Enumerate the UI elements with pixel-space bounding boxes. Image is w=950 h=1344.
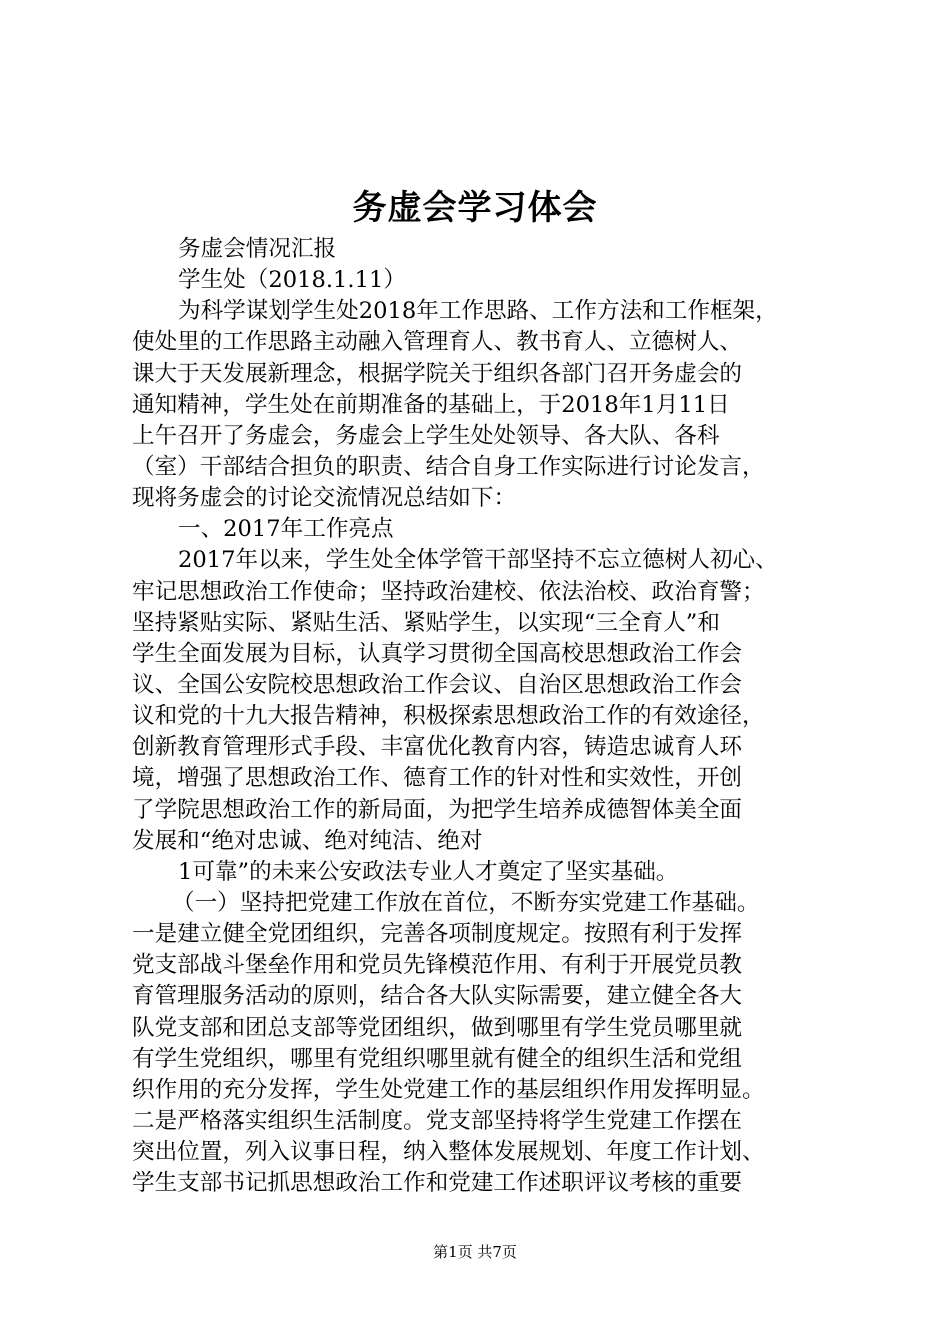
page-number: 第1页 共7页 [433,1243,517,1261]
text-line: 1可靠”的未来公安政法专业人才奠定了坚实基础。 [178,858,679,885]
section-heading: 一、2017年工作亮点 [178,516,394,543]
subsection-heading: （一）坚持把党建工作放在首位，不断夯实党建工作基础。 [172,889,760,916]
text-line: 育管理服务活动的原则，结合各大队实际需要，建立健全各大 [132,983,743,1010]
text-line: 队党支部和团总支部等党团组织，做到哪里有学生党员哪里就 [132,1014,743,1041]
text-line: 了学院思想政治工作的新局面，为把学生培养成德智体美全面 [132,796,743,823]
text-line: 突出位置，列入议事日程，纳入整体发展规划、年度工作计划、 [132,1139,765,1166]
text-line: 坚持紧贴实际、紧贴生活、紧贴学生，以实现“三全育人”和 [132,609,720,636]
text-line: 发展和“绝对忠诚、绝对纯洁、绝对 [132,827,483,854]
text-line: 学生处（2018.1.11） [178,267,406,294]
text-line: 学生支部书记抓思想政治工作和党建工作述职评议考核的重要 [132,1170,743,1197]
text-line: 上午召开了务虚会，务虚会上学生处处领导、各大队、各科 [132,422,720,449]
text-line: 境，增强了思想政治工作、德育工作的针对性和实效性，开创 [132,765,743,792]
text-line: 现将务虚会的讨论交流情况总结如下： [132,485,517,512]
text-line: 有学生党组织，哪里有党组织哪里就有健全的组织生活和党组 [132,1045,743,1072]
text-line: 二是严格落实组织生活制度。党支部坚持将学生党建工作摆在 [132,1107,743,1134]
text-line: 通知精神，学生处在前期准备的基础上，于2018年1月11日 [132,391,730,418]
text-line: 课大于天发展新理念，根据学院关于组织各部门召开务虚会的 [132,360,743,387]
text-line: 为科学谋划学生处2018年工作思路、工作方法和工作框架， [178,298,778,325]
text-line: 创新教育管理形式手段、丰富优化教育内容，铸造忠诚育人环 [132,734,743,761]
text-line: 使处里的工作思路主动融入管理育人、教书育人、立德树人、 [132,329,743,356]
text-line: 议和党的十九大报告精神，积极探索思想政治工作的有效途径， [132,703,765,730]
document-title: 务虚会学习体会 [352,188,598,228]
text-line: 一是建立健全党团组织，完善各项制度规定。按照有利于发挥 [132,921,743,948]
text-line: 2017年以来，学生处全体学管干部坚持不忘立德树人初心、 [178,547,778,574]
document-body [132,234,832,1199]
text-line: 牢记思想政治工作使命；坚持政治建校、依法治校、政治育警； [132,578,765,605]
text-line: 党支部战斗堡垒作用和党员先锋模范作用、有利于开展党员教 [132,952,743,979]
text-line: 织作用的充分发挥，学生处党建工作的基层组织作用发挥明显。 [132,1076,765,1103]
text-line: 议、全国公安院校思想政治工作会议、自治区思想政治工作会 [132,671,743,698]
text-line: （室）干部结合担负的职责、结合自身工作实际进行讨论发言， [132,453,765,480]
text-line: 务虚会情况汇报 [178,236,337,262]
text-line: 学生全面发展为目标，认真学习贯彻全国高校思想政治工作会 [132,640,743,667]
